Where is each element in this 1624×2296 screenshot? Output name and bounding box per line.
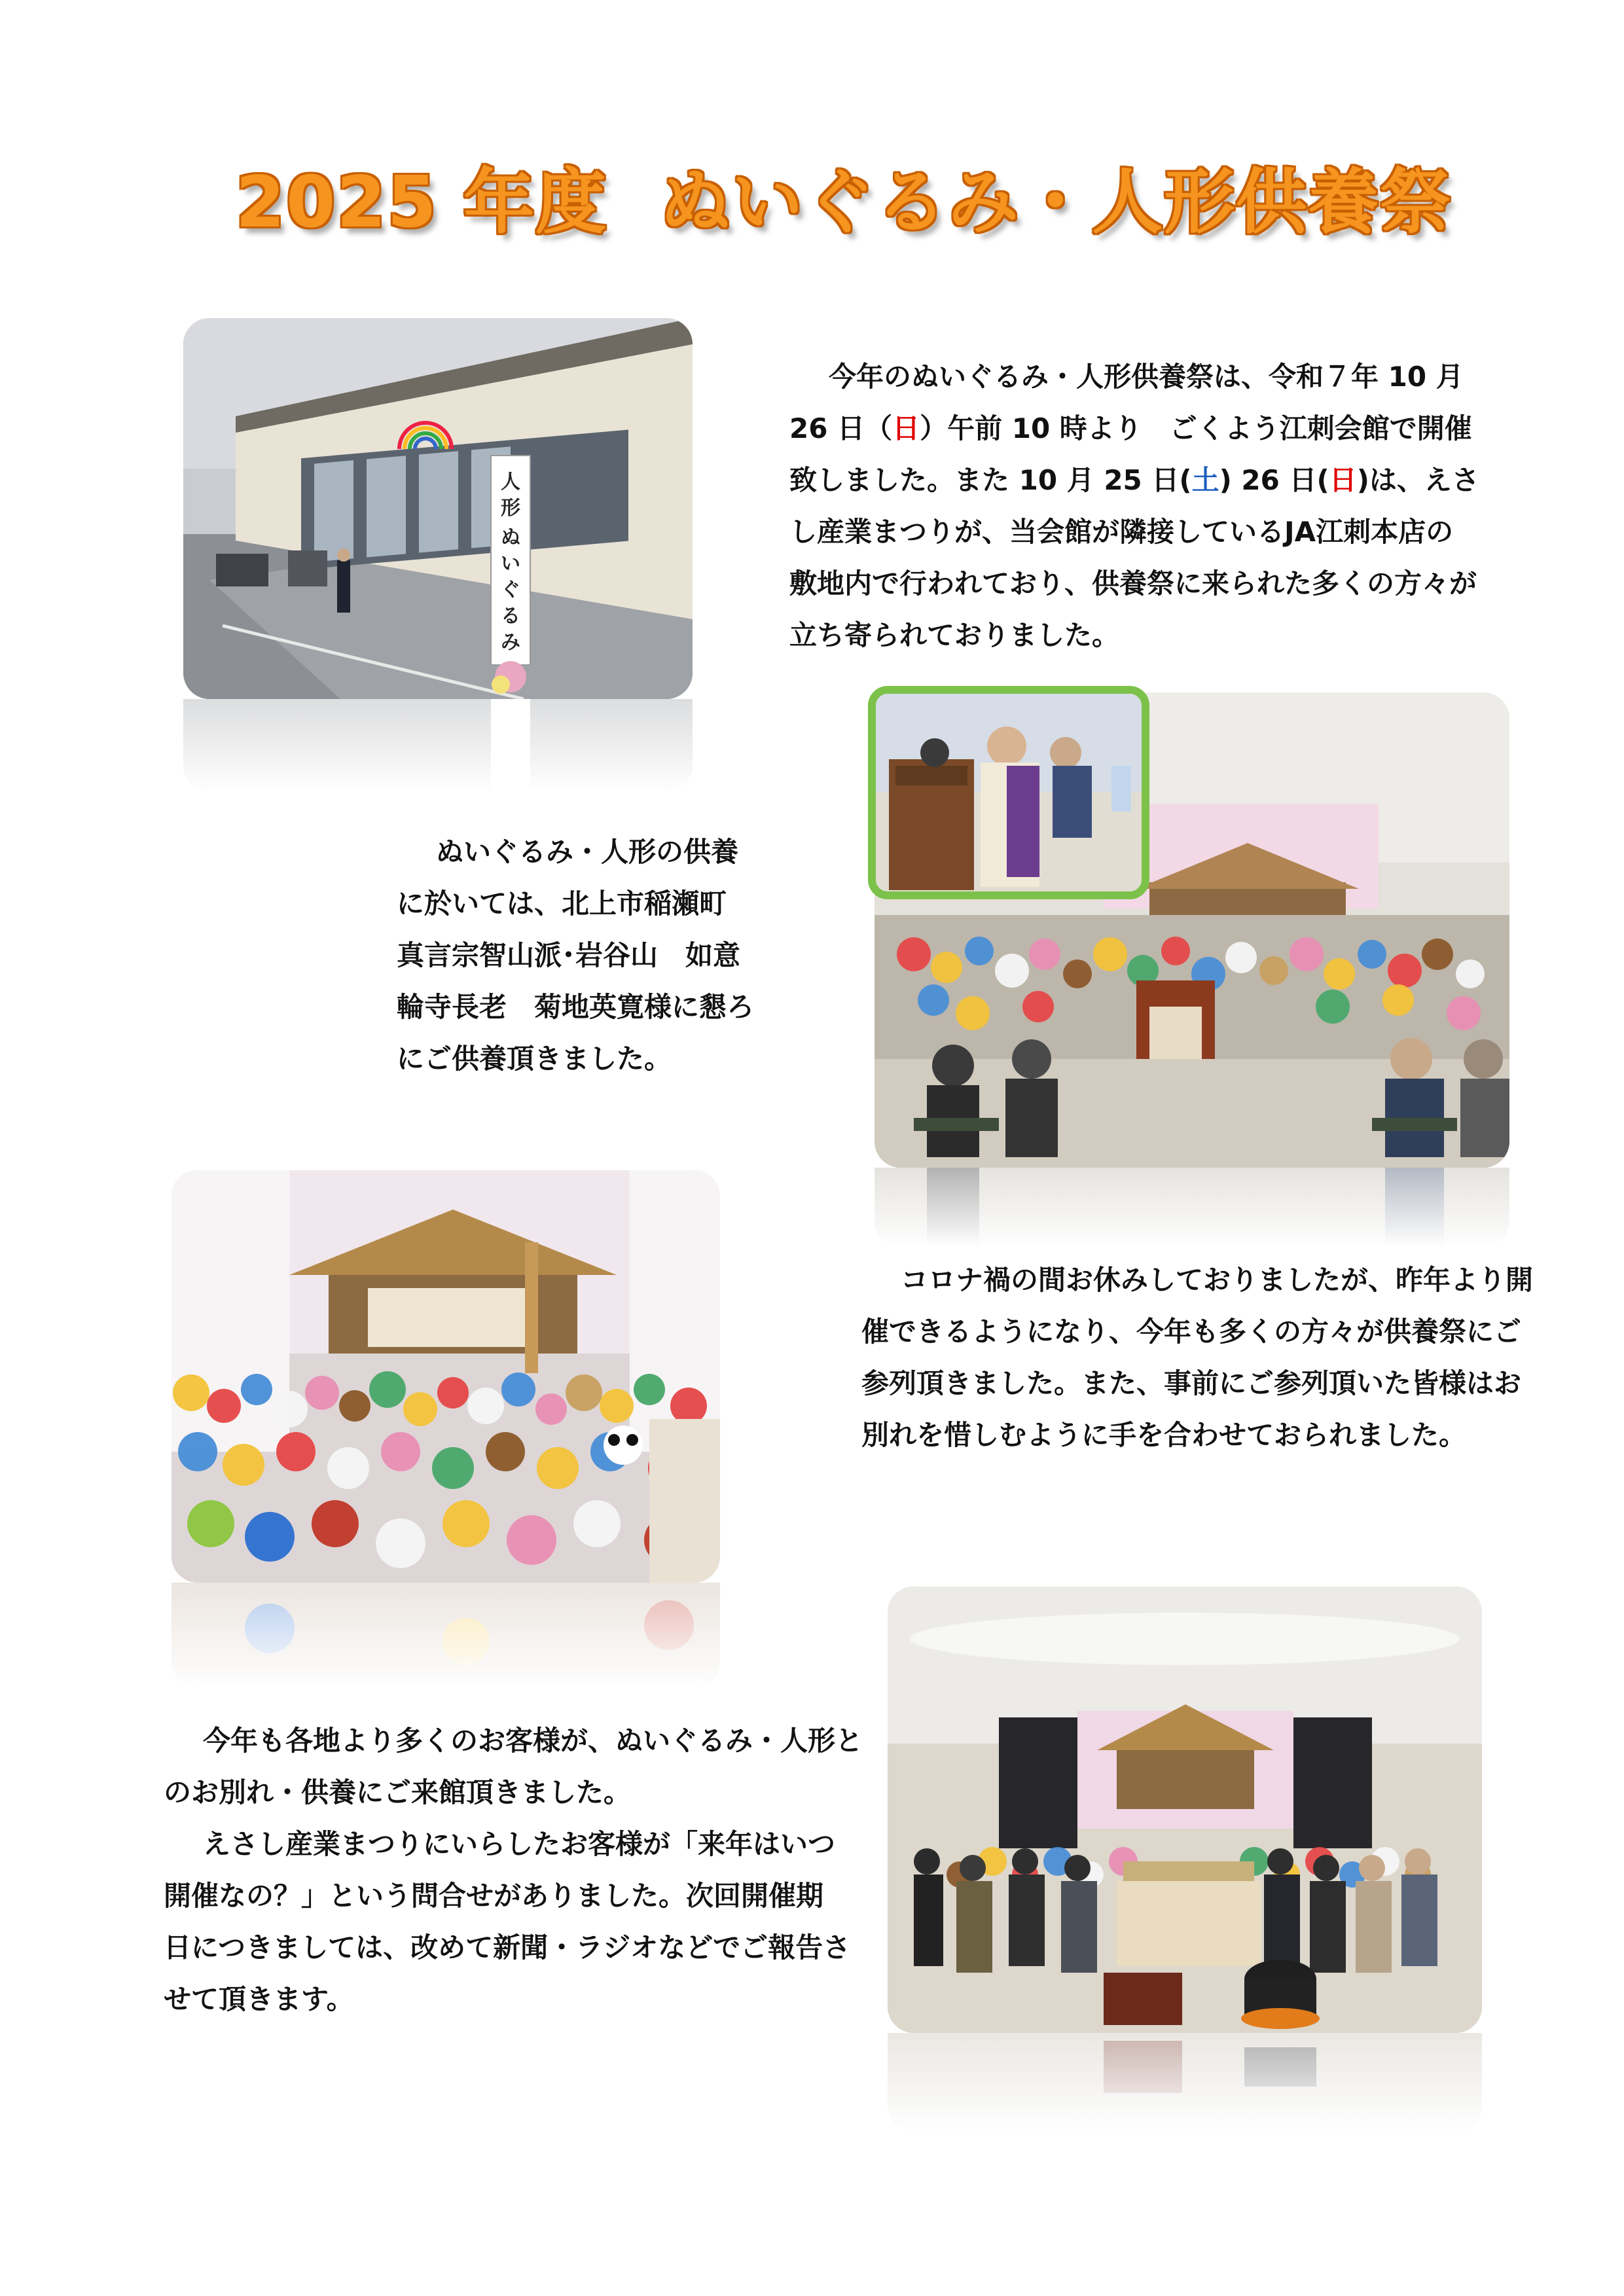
photo-group-reflection [888,2033,1482,2131]
visitors-line-4: 開催なの？」という問合せがありました。次回開催期 [164,1880,824,1912]
covid-line-2: 催できるようになり、今年も多くの方々が供養祭にご [861,1316,1522,1348]
photo-building-exterior [183,318,693,699]
svg-text:ぬ: ぬ [501,526,520,549]
photo-toys-reflection [171,1583,720,1687]
visitors-line-6: せて頂きます。 [164,1983,354,2015]
photo-building-reflection [183,699,693,791]
intro-line-3c: )は、えさ [1356,464,1479,496]
svg-text:る: る [501,605,520,628]
covid-paragraph [861,1254,1533,1461]
intro-line-3a: 致しました。また 10 月 25 日( [789,464,1192,496]
ceremony-paragraph [397,826,754,1085]
svg-text:形: 形 [501,497,520,520]
intro-line-1: 今年のぬいぐるみ・人形供養祭は、令和７年 10 月 [829,361,1464,393]
photo-priest-inset [868,686,1149,899]
covid-line-4: 別れを惜しむように手を合わせておられました。 [861,1419,1467,1451]
photo-ceremony-reflection [875,1168,1509,1246]
svg-text:ぐ: ぐ [501,579,520,601]
intro-line-2a: 26 日（ [789,412,893,444]
intro-sunday-1: 日 [892,412,920,444]
ceremony-line-1: ぬいぐるみ・人形の供養 [436,836,739,868]
intro-line-5: 敷地内で行われており、供養祭に来られた多くの方々が [789,567,1477,600]
ceremony-line-2: に於いては、北上市稲瀬町 [397,888,727,920]
intro-sunday-2: 日 [1329,464,1357,496]
visitors-line-3: えさし産業まつりにいらしたお客様が「来年はいつ [203,1828,836,1860]
intro-saturday: 土 [1191,464,1219,496]
visitors-line-1: 今年も各地より多くのお客様が、ぬいぐるみ・人形と [203,1725,863,1757]
intro-paragraph [789,351,1479,661]
intro-line-4: し産業まつりが、当会館が隣接しているJA江刺本店の [789,516,1454,548]
svg-text:人: 人 [501,471,520,493]
intro-line-2b: ）午前 10 時より ごくよう江刺会館で開催 [920,412,1472,444]
intro-line-3b: ) 26 日( [1219,464,1329,496]
title-main: ぬいぐるみ・人形供養祭 [660,162,1453,243]
visitors-paragraph [164,1715,863,2025]
intro-line-6: 立ち寄られておりました。 [789,619,1120,651]
photo-stuffed-toys-altar [171,1170,720,1583]
svg-text:い: い [501,552,520,575]
visitors-line-2: のお別れ・供養にご来館頂きました。 [164,1776,632,1808]
covid-line-3: 参列頂きました。また、事前にご参列頂いた皆様はお [861,1367,1522,1399]
ceremony-line-3: 真言宗智山派･岩谷山 如意 [397,939,741,971]
svg-text:み: み [501,631,520,654]
page-title [236,157,1453,249]
title-year: 2025 年度 [236,162,608,243]
ceremony-line-5: にご供養頂きました。 [397,1043,672,1075]
visitors-line-5: 日につきましては、改めて新聞・ラジオなどでご報告さ [164,1931,851,1964]
ceremony-line-4: 輪寺長老 菊地英寛様に懇ろ [397,991,755,1023]
covid-line-1: コロナ禍の間お休みしておりましたが、昨年より開 [901,1264,1534,1296]
photo-group-attendees [888,1587,1482,2033]
